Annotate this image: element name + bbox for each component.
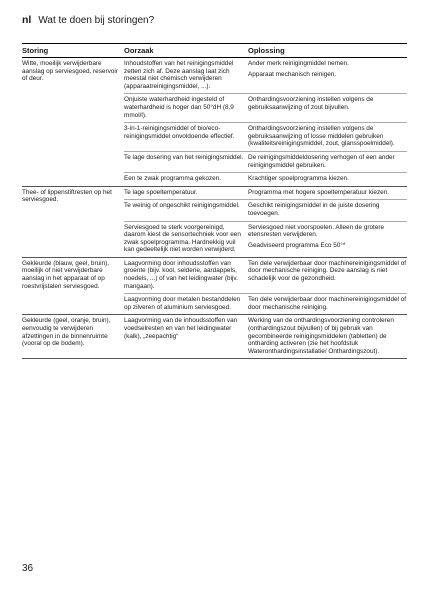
- oorzaak-cell: Onjuiste waterhardheid ingesteld of waterhardheid is hoger dan 50°dH (8,9 mmol/l).: [124, 96, 234, 119]
- oorzaak-cell: Te lage dosering van het reinigingsmiddel.: [124, 153, 244, 161]
- oplossing-cell: [248, 187, 407, 200]
- column-header-storing: Storing: [22, 46, 49, 55]
- oorzaak-cell: Laagvorming door metalen bestanddelen op zilveren of aluminium serviesgoed.: [124, 296, 241, 311]
- storing-cell: Thee- of lippenstiftresten op het serviesgoed.: [22, 188, 112, 204]
- oplossing-cell: [248, 58, 407, 93]
- oorzaak-cell: Inhoudstoffen van het reinigingsmiddel zetten zich af. Deze aanslag laat zich meestal niet chemisch verwijderen (apparaatreinigingsmiddel, ...).: [124, 60, 234, 90]
- oorzaak-cell: Een te zwak programma gekozen.: [124, 175, 221, 183]
- oorzaak-cell: Laagvorming door inhoudsstoffen van groente (bijv. kool, selderie, aardappels, noedels, ...) of van het leidingwater (bijv. mangaan).: [124, 259, 238, 290]
- table-row: [124, 315, 407, 358]
- cause-solution-list: [124, 258, 407, 315]
- oplossing-text: Geschikt reinigingsmiddel in de juiste dosering toevoegen.: [248, 202, 380, 217]
- table-row: [124, 122, 407, 151]
- cause-solution-list: [124, 58, 407, 186]
- oplossing-text: Serviesgoed niet voorspoelen. Alleen de grotere etensresten verwijderen.: [248, 223, 385, 239]
- column-header-oorzaak: Oorzaak: [124, 46, 154, 55]
- table-row: [124, 172, 407, 186]
- oplossing-text: Geadviseerd programma Eco 50°*: [248, 241, 346, 249]
- table-row: [124, 58, 407, 93]
- storing-cell: Witte, moeilijk verwijderbare aanslag op serviesgoed, reservoir of deur.: [22, 60, 118, 83]
- table-row: [124, 199, 407, 220]
- storing-cell: Gekleurde (geel, oranje, bruin), eenvoudig te verwijderen afzettingen in de binnenruimte (vooral op de bodem).: [22, 317, 111, 348]
- table-row: [124, 293, 407, 314]
- oplossing-cell: [248, 200, 407, 220]
- oplossing-text: Apparaat mechanisch reinigen.: [248, 70, 337, 78]
- table-group: [22, 315, 407, 359]
- language-code: nl: [22, 14, 32, 26]
- oplossing-text: Krachtiger spoelprogramma kiezen.: [248, 175, 349, 183]
- page-header: [22, 14, 154, 26]
- table-row: [124, 187, 407, 200]
- oplossing-text: Onthardingsvoorziening instellen volgens de gebruiksaanwijzing of losse middelen gebruiken (kwaliteitsreinigingsmiddel, zout, glansspoelmiddel).: [248, 125, 395, 148]
- table-row: [124, 258, 407, 293]
- cause-solution-list: [124, 187, 407, 257]
- table-body: [22, 58, 407, 359]
- oorzaak-cell: 3-in-1-reinigingsmiddel of bio/eco-reinigingsmiddel onvoldoende effectief.: [124, 125, 235, 140]
- table-header: [22, 43, 407, 58]
- column-header-oplossing: Oplossing: [248, 46, 285, 55]
- oorzaak-cell: Serviesgoed te sterk voorgereinigd, daarom kiest de sensortechniek voor een zwak spoelprogramma. Hardnekkig vuil kan gedeeltelijk niet worden verwijderd.: [124, 223, 241, 254]
- oplossing-text: De reinigingsmiddeldosering verhogen of een ander reinigingsmiddel gebruiken.: [248, 153, 395, 169]
- table-row: [124, 151, 407, 172]
- oplossing-cell: [248, 123, 407, 151]
- table-row: [124, 221, 407, 257]
- oplossing-text: Ten dele verwijderbaar door machinereinigingsmiddel of door mechanische reiniging.: [248, 296, 407, 311]
- oplossing-cell: [248, 94, 407, 122]
- table-group: [22, 187, 407, 258]
- oplossing-cell: [248, 152, 407, 172]
- oplossing-cell: [248, 222, 407, 257]
- oorzaak-cell: Te weinig of ongeschikt reinigingsmiddel.: [124, 202, 240, 210]
- table-group: [22, 58, 407, 187]
- page-number: 36: [22, 563, 34, 574]
- troubleshooting-table: [22, 43, 407, 359]
- oplossing-text: Onthardingsvoorziening instellen volgens de gebruiksaanwijzing of zout bijvullen.: [248, 96, 374, 111]
- storing-cell: Gekleurde (blauw, geel, bruin), moeilijk of niet verwijderbare aanslag in het apparaat of op roestvrijstalen serviesgoed.: [22, 259, 110, 290]
- oplossing-text: Programma met hogere spoeltemperatuur kiezen.: [248, 188, 390, 196]
- oplossing-cell: [248, 173, 407, 186]
- oplossing-text: Ten dele verwijderbaar door machinereinigingsmiddel of door mechanische reiniging. Deze aanslag is niet schadelijk voor de gezondheid.: [248, 259, 407, 283]
- oplossing-cell: [248, 315, 407, 358]
- oplossing-text: Werking van de onthardingsvoorziening controleren (onthardingszout bijvullen) of bij gebruik van gecombineerde reinigingsmiddelen (tabletten) de ontharding activeren (zie het hoofdstuk Wateronthardingsinstallatie/ Onthardingszout).: [248, 317, 394, 355]
- oorzaak-cell: Laagvorming van de inhoudsstoffen van voedselresten en van het leidingwater (kalk), „zeepachtig“: [124, 317, 238, 340]
- oplossing-cell: [248, 258, 407, 293]
- oplossing-text: Ander merk reinigingmiddel nemen.: [248, 60, 349, 67]
- oplossing-cell: [248, 294, 407, 314]
- table-row: [124, 93, 407, 122]
- cause-solution-list: [124, 315, 407, 358]
- table-group: [22, 258, 407, 316]
- oorzaak-cell: Te lage spoeltemperatuur.: [124, 188, 198, 196]
- section-title: Wat te doen bij storingen?: [38, 15, 155, 26]
